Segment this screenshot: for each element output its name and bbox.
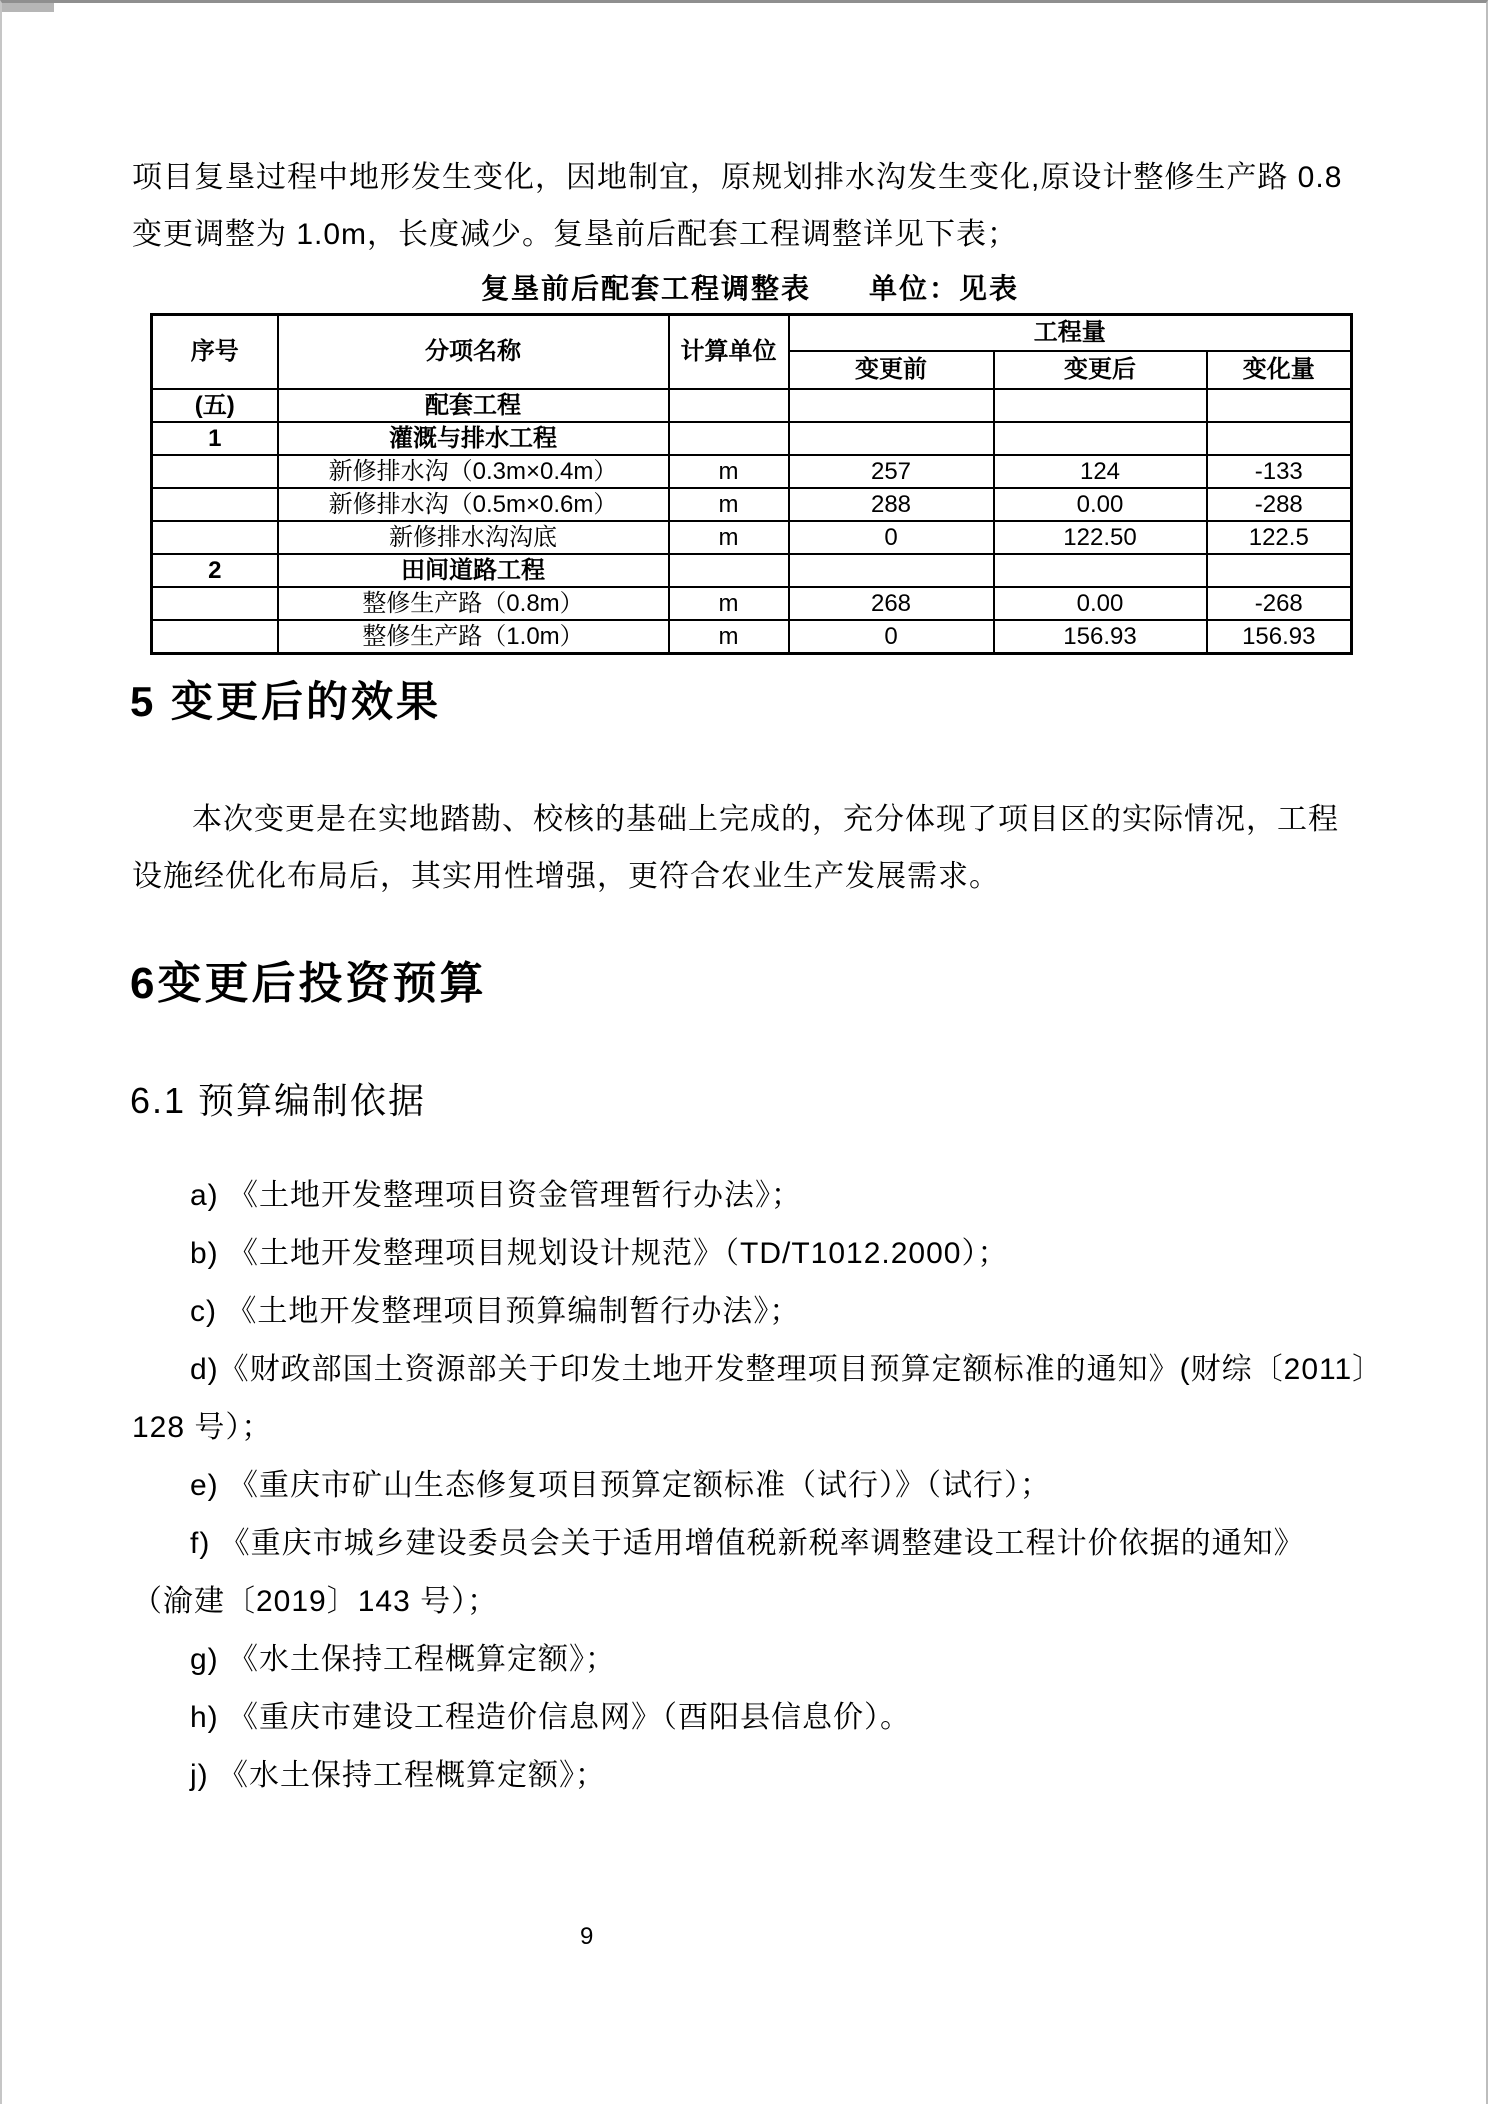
list-item: j) 《水土保持工程概算定额》； xyxy=(190,1759,606,1792)
cell-seq xyxy=(152,587,278,620)
header-calc-unit: 计算单位 xyxy=(669,315,789,390)
cell-change: 156.93 xyxy=(1207,620,1352,654)
table-row xyxy=(152,455,1352,488)
cell-name: 整修生产路（0.8m） xyxy=(278,587,669,620)
heading-section-5: 5 变更后的效果 xyxy=(130,678,442,725)
list-item-continuation: 128 号）； xyxy=(132,1411,273,1444)
cell-after: 124 xyxy=(994,455,1207,488)
cell-after xyxy=(994,389,1207,422)
list-item: g) 《水土保持工程概算定额》； xyxy=(190,1643,617,1676)
cell-change: -133 xyxy=(1207,455,1352,488)
cell-unit: m xyxy=(669,620,789,654)
cell-before: 257 xyxy=(789,455,994,488)
table-row xyxy=(152,554,1352,587)
cell-after: 0.00 xyxy=(994,488,1207,521)
cell-unit xyxy=(669,422,789,455)
section5-line-1: 本次变更是在实地踏勘、校核的基础上完成的，充分体现了项目区的实际情况，工程 xyxy=(192,803,1339,836)
intro-line-2: 变更调整为 1.0m，长度减少。复垦前后配套工程调整详见下表； xyxy=(132,218,1019,251)
table-row xyxy=(152,521,1352,554)
header-after: 变更后 xyxy=(994,351,1207,389)
cell-unit: m xyxy=(669,521,789,554)
cell-before: 0 xyxy=(789,521,994,554)
cell-name: 田间道路工程 xyxy=(278,554,669,587)
cell-seq xyxy=(152,455,278,488)
header-seq: 序号 xyxy=(152,315,278,390)
intro-line-1: 项目复垦过程中地形发生变化，因地制宜，原规划排水沟发生变化,原设计整修生产路 0.8 xyxy=(132,161,1343,194)
cell-name: 新修排水沟沟底 xyxy=(278,521,669,554)
cell-name: 配套工程 xyxy=(278,389,669,422)
cell-unit: m xyxy=(669,488,789,521)
cell-before xyxy=(789,554,994,587)
list-item: b) 《土地开发整理项目规划设计规范》（TD/T1012.2000）； xyxy=(190,1237,1009,1270)
intro-paragraph xyxy=(132,149,1366,263)
header-before: 变更前 xyxy=(789,351,994,389)
heading-section-6-1: 6.1 预算编制依据 xyxy=(130,1080,427,1121)
cell-change xyxy=(1207,422,1352,455)
table-row xyxy=(152,389,1352,422)
cell-before: 288 xyxy=(789,488,994,521)
reference-list xyxy=(132,1167,1384,1805)
cell-after: 0.00 xyxy=(994,587,1207,620)
cell-after xyxy=(994,554,1207,587)
table-row xyxy=(152,488,1352,521)
list-item: a) 《土地开发整理项目资金管理暂行办法》； xyxy=(190,1179,803,1212)
cell-before: 0 xyxy=(789,620,994,654)
cell-seq: 2 xyxy=(152,554,278,587)
table-caption xyxy=(150,267,1350,307)
header-change: 变化量 xyxy=(1207,351,1352,389)
cell-before xyxy=(789,422,994,455)
scan-artifact-mark xyxy=(2,3,54,12)
cell-seq: 1 xyxy=(152,422,278,455)
header-item-name: 分项名称 xyxy=(278,315,669,390)
cell-seq xyxy=(152,620,278,654)
cell-after xyxy=(994,422,1207,455)
page-number: 9 xyxy=(580,1923,594,1950)
table-title: 复垦前后配套工程调整表 xyxy=(480,273,811,304)
adjustment-table xyxy=(150,313,1353,655)
cell-change xyxy=(1207,554,1352,587)
cell-seq xyxy=(152,488,278,521)
table-row xyxy=(152,587,1352,620)
cell-change: -268 xyxy=(1207,587,1352,620)
cell-change: 122.5 xyxy=(1207,521,1352,554)
cell-unit: m xyxy=(669,455,789,488)
cell-seq xyxy=(152,521,278,554)
list-item: h) 《重庆市建设工程造价信息网》（酉阳县信息价）。 xyxy=(190,1701,912,1734)
cell-name: 整修生产路（1.0m） xyxy=(278,620,669,654)
section5-line-2: 设施经优化布局后，其实用性增强，更符合农业生产发展需求。 xyxy=(132,860,1000,893)
cell-before xyxy=(789,389,994,422)
header-quantity-group: 工程量 xyxy=(789,315,1352,352)
cell-name: 新修排水沟（0.5m×0.6m） xyxy=(278,488,669,521)
section5-paragraph xyxy=(132,791,1366,905)
cell-after: 156.93 xyxy=(994,620,1207,654)
table-header-row-1 xyxy=(152,315,1352,352)
list-item: c) 《土地开发整理项目预算编制暂行办法》； xyxy=(190,1295,801,1328)
cell-unit: m xyxy=(669,587,789,620)
list-item: d)《财政部国土资源部关于印发土地开发整理项目预算定额标准的通知》(财综〔2011〕 xyxy=(190,1353,1384,1386)
table-row xyxy=(152,422,1352,455)
heading-section-6: 6变更后投资预算 xyxy=(130,959,487,1008)
cell-change: -288 xyxy=(1207,488,1352,521)
cell-seq: (五) xyxy=(152,389,278,422)
cell-after: 122.50 xyxy=(994,521,1207,554)
table-unit-note: 单位：见表 xyxy=(869,273,1020,304)
table-row xyxy=(152,620,1352,654)
list-item: f) 《重庆市城乡建设委员会关于适用增值税新税率调整建设工程计价依据的通知》 xyxy=(190,1527,1305,1560)
list-item-continuation: （渝建〔2019〕143 号）； xyxy=(132,1585,499,1618)
cell-change xyxy=(1207,389,1352,422)
cell-name: 新修排水沟（0.3m×0.4m） xyxy=(278,455,669,488)
cell-name: 灌溉与排水工程 xyxy=(278,422,669,455)
list-item: e) 《重庆市矿山生态修复项目预算定额标准（试行）》（试行）； xyxy=(190,1469,1052,1502)
cell-unit xyxy=(669,554,789,587)
cell-before: 268 xyxy=(789,587,994,620)
cell-unit xyxy=(669,389,789,422)
